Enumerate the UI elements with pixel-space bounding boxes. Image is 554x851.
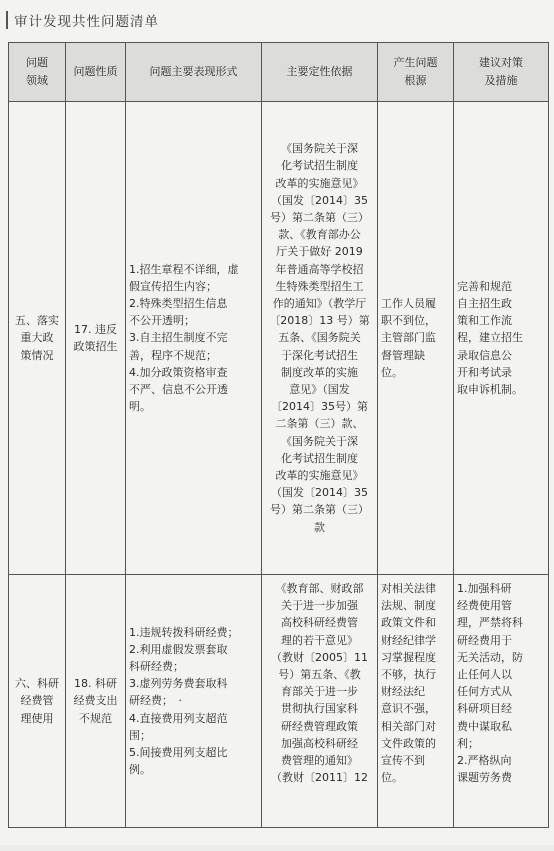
- cell-nature: [66, 575, 126, 828]
- cell-line: 录取信息公: [457, 348, 512, 362]
- cell-line: 位。: [381, 365, 403, 379]
- cell-line: 法规、制度: [381, 599, 436, 613]
- cell-line: 不够，执行: [381, 668, 436, 682]
- cell-line: 经费使用管: [457, 599, 512, 613]
- cell-line: 利；: [457, 736, 479, 750]
- cell-line: 化考试招生制度: [281, 451, 358, 465]
- cell-line: 《国务院关于深: [281, 142, 358, 156]
- cell-line: 止任何人以: [457, 668, 512, 682]
- cell-line: 习掌握程度: [381, 650, 436, 664]
- cell-line: 科研经费；: [129, 659, 184, 673]
- cell-line: 《国务院关于深: [281, 434, 358, 448]
- cell-line: 号）第二条第（三）: [270, 503, 369, 517]
- cell-line: 经费支出: [73, 694, 118, 708]
- cell-line: 例。: [129, 763, 151, 777]
- cell-line: 理，严禁将科: [457, 616, 523, 630]
- cell-suggestion: [454, 575, 549, 828]
- cell-forms: [126, 102, 262, 575]
- cell-line: 开和考试录: [457, 365, 512, 379]
- cell-line: 于深化考试招生: [281, 348, 358, 362]
- cell-line: 18. 科研: [74, 677, 117, 691]
- cell-line: 高校科研经费管: [281, 616, 358, 630]
- cell-line: 费中谋取私: [457, 719, 512, 733]
- cell-source: [378, 102, 454, 575]
- cell-basis: [262, 575, 378, 828]
- cell-line: 政策文件和: [381, 616, 436, 630]
- cell-line: 督管理缺: [381, 348, 425, 362]
- table-row: [9, 102, 549, 575]
- cell-line: 号）第五条、《教: [278, 668, 361, 682]
- cell-line: 2.特殊类型招生信息: [129, 296, 228, 310]
- header-area: 问题 领域: [9, 43, 66, 102]
- cell-line: 不严、信息不公开透: [129, 383, 228, 396]
- cell-line: 作的通知》（教学厅: [272, 296, 367, 310]
- cell-line: 对相关法律: [381, 582, 436, 595]
- cell-line: 取申诉机制。: [457, 383, 523, 396]
- cell-line: 17. 违反: [74, 322, 117, 336]
- cell-area: [9, 102, 66, 575]
- cell-line: 完善和规范: [457, 279, 512, 293]
- cell-line: 善，程序不规范；: [129, 348, 217, 362]
- cell-line: 意识不强，: [381, 702, 436, 716]
- cell-line: 4.加分政策资格审查: [129, 365, 228, 379]
- cell-line: （教财〔2005〕11: [271, 650, 368, 664]
- cell-line: 自主招生政: [457, 296, 512, 310]
- cell-line: 〔2014〕35号）第: [271, 400, 368, 414]
- header-accent-bar: [6, 11, 8, 29]
- header-source: 产生问题 根源: [378, 43, 454, 102]
- cell-line: 研经费管理政策: [281, 719, 358, 733]
- cell-line: 研经费； ·: [129, 694, 182, 708]
- cell-line: 主管部门监: [381, 331, 436, 345]
- cell-forms: [126, 575, 262, 828]
- cell-line: （教财〔2011〕12: [271, 771, 368, 785]
- cell-nature: [66, 102, 126, 575]
- cell-line: 4.直接费用列支超范: [129, 711, 228, 725]
- cell-line: 费管理的通知》: [281, 754, 358, 768]
- cell-line: 研经费用于: [457, 633, 512, 647]
- cell-line: 任何方式从: [457, 685, 512, 699]
- cell-line: （国发〔2014〕35: [271, 193, 368, 207]
- cell-line: 财经法纪: [381, 685, 425, 699]
- cell-line: 不规范: [79, 711, 112, 725]
- cell-line: 政策招生: [73, 340, 118, 353]
- cell-line: 关于进一步加强: [281, 599, 358, 613]
- cell-line: 宣传不到: [381, 754, 425, 768]
- cell-suggestion: [454, 102, 549, 575]
- cell-line: 策和工作流: [457, 314, 512, 328]
- cell-line: 意见》（国发: [289, 383, 350, 396]
- cell-line: 1.违规转拨科研经费；: [129, 625, 239, 639]
- cell-line: 年普通高等学校招: [275, 262, 364, 276]
- cell-line: 五、落实: [15, 314, 59, 328]
- page-title: 审计发现共性问题清单: [14, 14, 159, 30]
- header-suggestion: 建议对策 及措施: [454, 43, 549, 102]
- page-header: [6, 9, 159, 31]
- cell-line: 工作人员履: [381, 296, 436, 310]
- cell-line: 改革的实施意见》: [275, 469, 364, 483]
- table-header-row: [9, 43, 549, 102]
- cell-line: 职不到位，: [381, 314, 436, 328]
- cell-basis: [262, 102, 378, 575]
- cell-line: 3.自主招生制度不完: [129, 331, 228, 345]
- cell-line: 无关活动，防: [457, 650, 523, 664]
- cell-line: 围；: [129, 728, 151, 742]
- header-nature: 问题性质: [66, 43, 126, 102]
- cell-line: 生特殊类型招生工: [275, 279, 364, 293]
- cell-line: 财经纪律学: [381, 633, 436, 647]
- cell-line: 化考试招生制度: [281, 159, 358, 173]
- cell-line: 理的若干意见》: [281, 633, 358, 647]
- cell-line: 重大政: [20, 331, 54, 345]
- cell-line: 贯彻执行国家科: [281, 702, 358, 716]
- cell-line: 明。: [129, 400, 151, 414]
- cell-line: 3.虚列劳务费套取科: [129, 677, 228, 691]
- cell-line: 5.间接费用列支超比: [129, 746, 228, 759]
- cell-line: 2.严格纵向: [457, 754, 512, 768]
- cell-line: 五条、《国务院关: [278, 331, 361, 345]
- cell-line: 假宣传招生内容；: [129, 279, 217, 293]
- cell-line: 经费管: [20, 694, 54, 708]
- page-bottom-edge: [0, 845, 554, 851]
- cell-line: 〔2018〕13 号）第: [269, 314, 370, 328]
- cell-line: 《教育部、财政部: [275, 582, 364, 595]
- cell-line: 课题劳务费: [457, 771, 512, 785]
- cell-line: 加强高校科研经: [281, 736, 358, 750]
- cell-line: 厅关于做好 2019: [276, 245, 363, 259]
- cell-line: 育部关于进一步: [281, 685, 358, 699]
- cell-line: 位。: [381, 771, 403, 785]
- audit-issues-table: [8, 42, 549, 828]
- cell-line: 1.招生章程不详细，虚: [129, 262, 239, 276]
- cell-line: 改革的实施意见》: [275, 176, 364, 190]
- cell-area: [9, 575, 66, 828]
- cell-line: 文件政策的: [381, 736, 436, 750]
- cell-line: 程，建立招生: [457, 331, 523, 345]
- cell-line: 号）第二条第（三）: [270, 210, 369, 224]
- cell-line: 款、《教育部办公: [278, 228, 361, 242]
- header-forms: 问题主要表现形式: [126, 43, 262, 102]
- cell-line: 六、科研: [15, 677, 59, 691]
- cell-line: 科研项目经: [457, 702, 512, 716]
- cell-source: [378, 575, 454, 828]
- cell-line: 款: [314, 520, 325, 534]
- cell-line: （国发〔2014〕35: [271, 486, 368, 500]
- cell-line: 策情况: [20, 348, 54, 362]
- cell-line: 1.加强科研: [457, 582, 512, 595]
- table-row: [9, 575, 549, 828]
- cell-line: 不公开透明；: [129, 314, 195, 328]
- cell-line: 制度改革的实施: [281, 365, 358, 379]
- cell-line: 二条第（三）款、: [275, 417, 364, 431]
- cell-line: 2.利用虚假发票套取: [129, 642, 228, 656]
- header-basis: 主要定性依据: [262, 43, 378, 102]
- cell-line: 理使用: [20, 711, 54, 725]
- cell-line: 相关部门对: [381, 719, 436, 733]
